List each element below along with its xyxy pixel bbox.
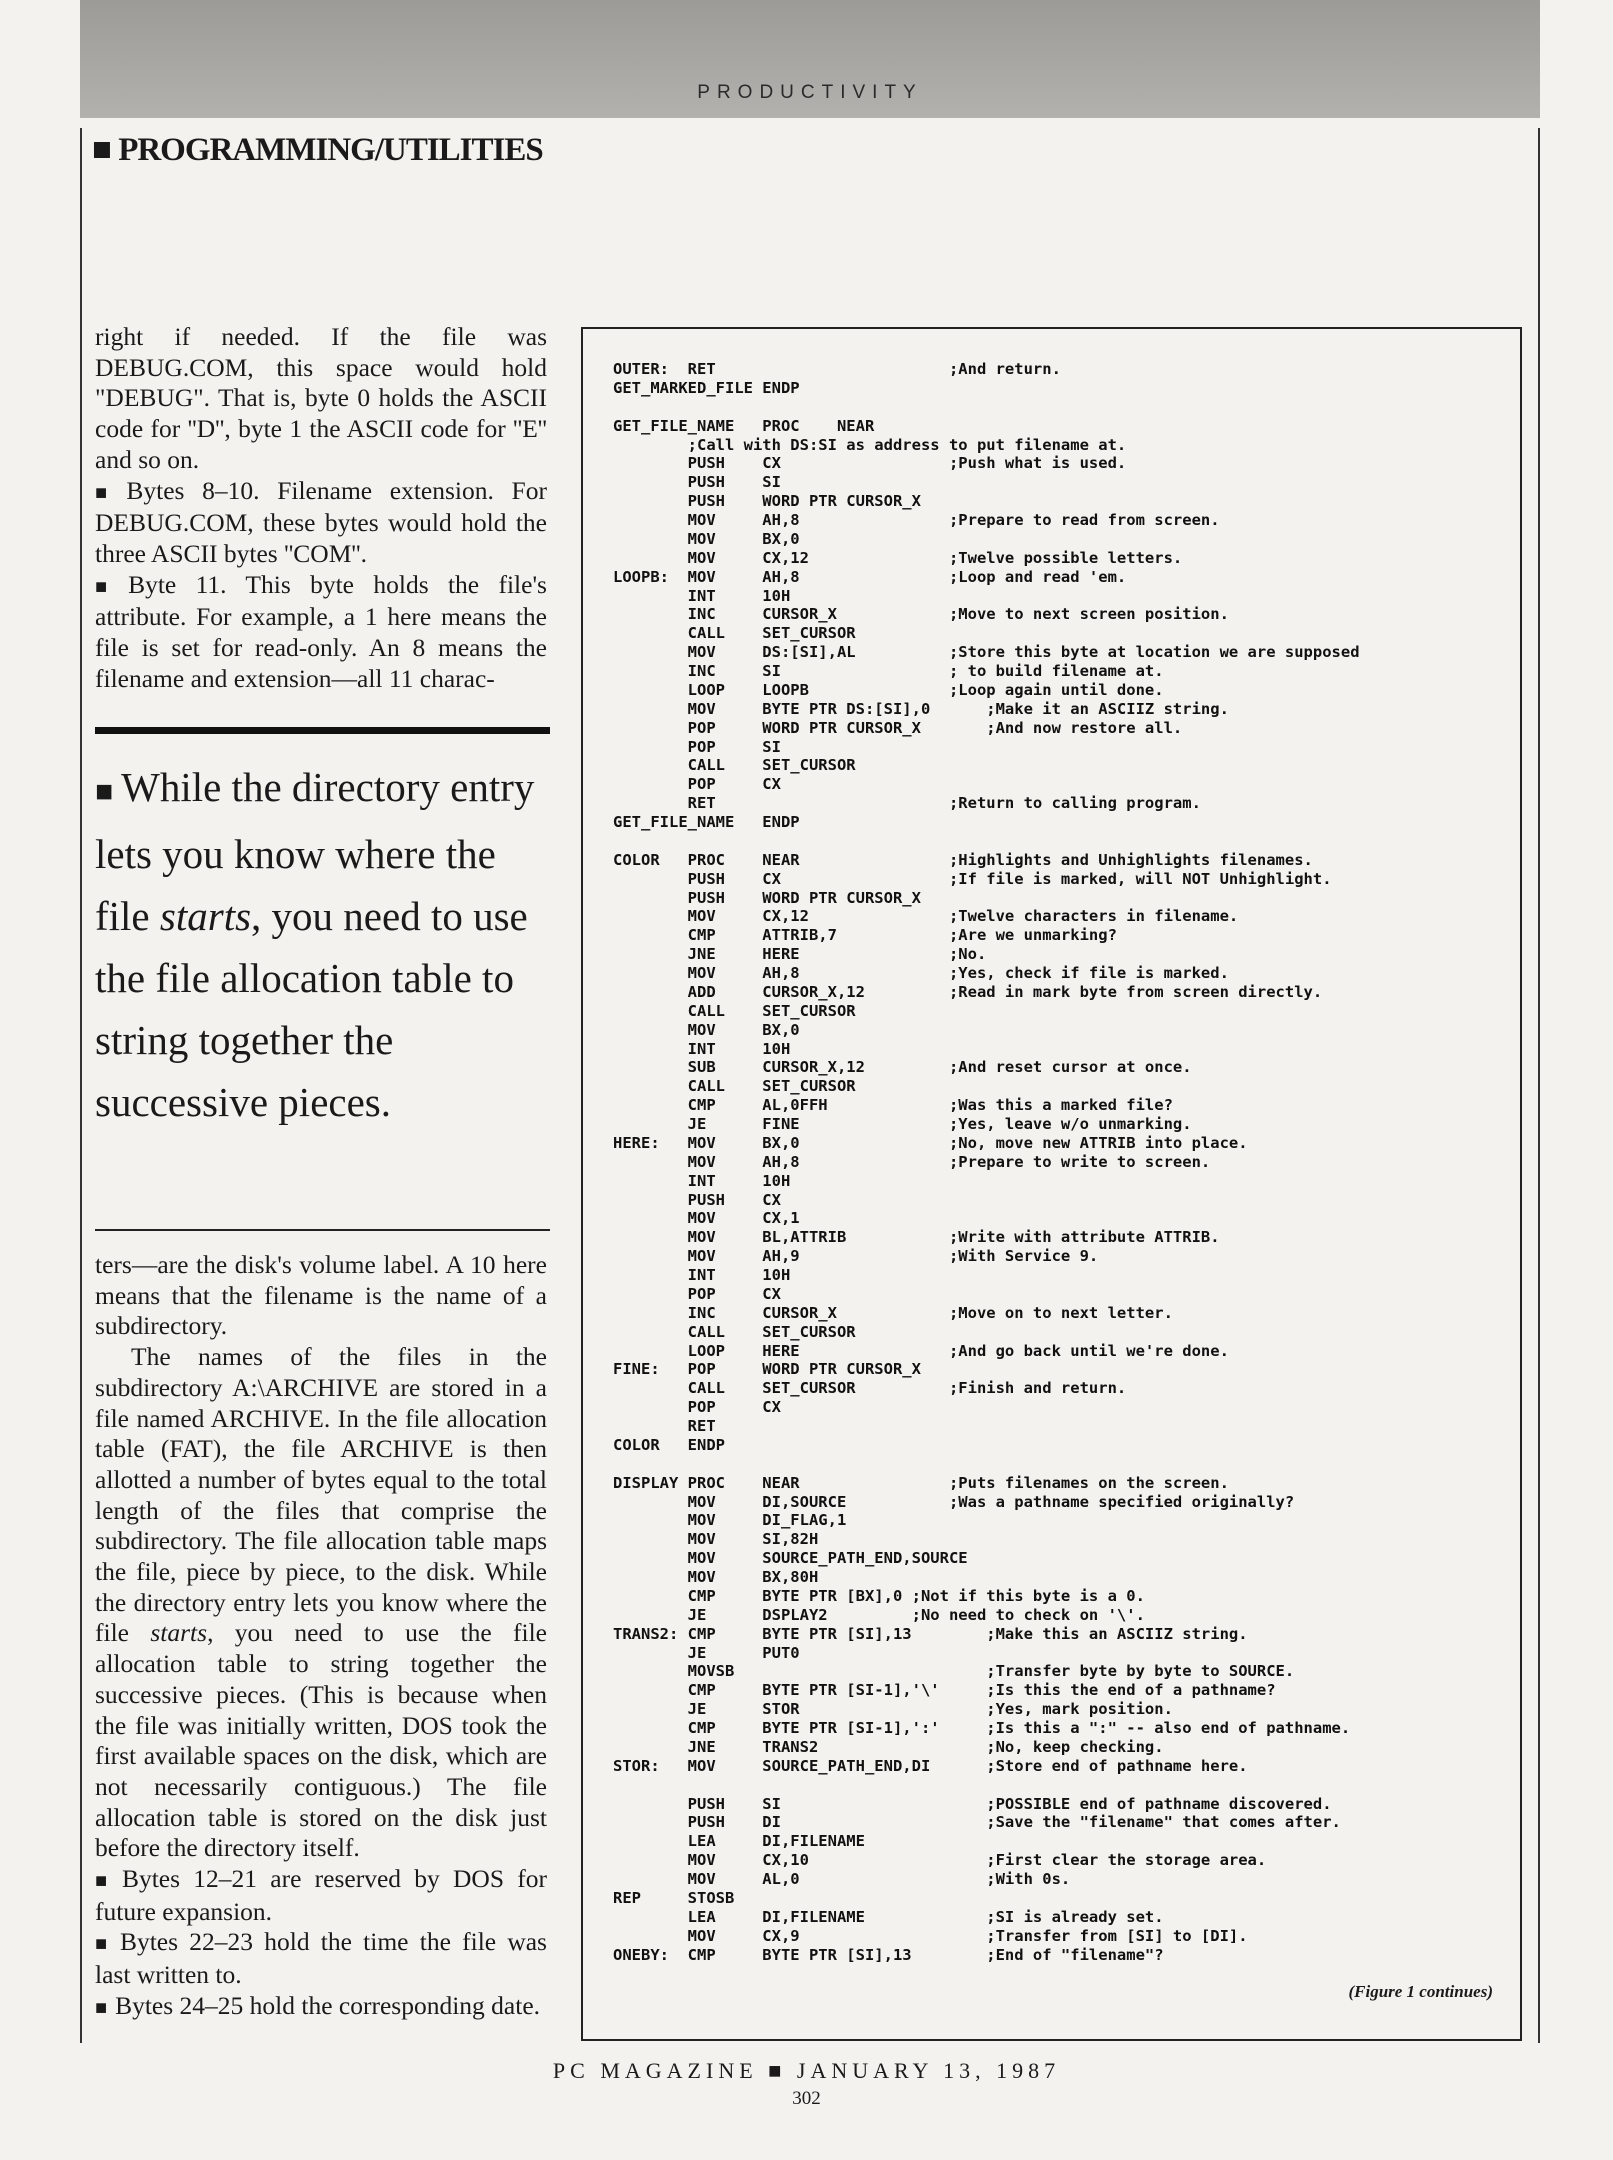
magazine-footer: PC MAGAZINE ■ JANUARY 13, 1987 — [552, 2058, 1061, 2083]
pull-quote-rule-bottom — [95, 1229, 550, 1231]
article-paragraph: ■ Bytes 12–21 are reserved by DOS for future expansion. — [95, 1864, 547, 1926]
article-paragraph: ■ Bytes 8–10. Filename extension. For DEBUG.COM, these bytes would hold the three ASCII bytes ''COM''. — [95, 475, 547, 568]
category-heading — [92, 132, 543, 169]
bullet-icon: ■ — [95, 481, 119, 504]
article-paragraph: right if needed. If the file was DEBUG.COM, this space would hold "DEBUG". That is, byte 0 holds the ASCII code for ''D'', byte 1 the ASCII code for ''E'' and so on. — [95, 322, 547, 474]
bullet-icon: ■ — [95, 575, 121, 598]
article-paragraph: ters—are the disk's volume label. A 10 here means that the filename is the name of a subdirectory. — [95, 1250, 547, 1341]
article-column-top — [95, 322, 547, 694]
code-listing: OUTER: RET ;And return. GET_MARKED_FILE ENDP GET_FILE_NAME PROC NEAR ;Call with DS:SI as address to put filename at. PUSH CX ;Push what is used. PUSH SI PUSH WORD PTR CURSOR_X MOV AH,8 ;Prepare to read from screen. MOV BX,0 MOV CX,12 ;Twelve possible letters. LOOPB: MOV AH,8 ;Loop and read 'em. INT 10H INC CURSOR_X ;Move to next screen position. CALL SET_CURSOR MOV DS:[SI],AL ;Store this byte at location we are supposed INC SI ; to build filename at. LOOP LOOPB ;Loop again until done. MOV BYTE PTR DS:[SI],0 ;Make it an ASCIIZ string. POP WORD PTR CURSOR_X ;And now restore all. POP SI CALL SET_CURSOR POP CX RET ;Return to calling program. GET_FILE_NAME ENDP COLOR PROC NEAR ;Highlights and Unhighlights filenames. PUSH CX ;If file is marked, will NOT Unhighlight. PUSH WORD PTR CURSOR_X MOV CX,12 ;Twelve characters in filename. CMP ATTRIB,7 ;Are we unmarking? JNE HERE ;No. MOV AH,8 ;Yes, check if file is marked. ADD CURSOR_X,12 ;Read in mark byte from screen directly. CALL SET_CURSOR MOV BX,0 INT 10H SUB CURSOR_X,12 ;And reset cursor at once. CALL SET_CURSOR CMP AL,0FFH ;Was this a marked file? JE FINE ;Yes, leave w/o unmarking. HERE: MOV BX,0 ;No, move new ATTRIB into place. MOV AH,8 ;Prepare to write to screen. INT 10H PUSH CX MOV CX,1 MOV BL,ATTRIB ;Write with attribute ATTRIB. MOV AH,9 ;With Service 9. INT 10H POP CX INC CURSOR_X ;Move on to next letter. CALL SET_CURSOR LOOP HERE ;And go back until we're done. FINE: POP WORD PTR CURSOR_X CALL SET_CURSOR ;Finish and return. POP CX RET COLOR ENDP DISPLAY PROC NEAR ;Puts filenames on the screen. MOV DI,SOURCE ;Was a pathname specified originally? MOV DI_FLAG,1 MOV SI,82H MOV SOURCE_PATH_END,SOURCE MOV BX,80H CMP BYTE PTR [BX],0 ;Not if this byte is a 0. JE DSPLAY2 ;No need to check on '\'. TRANS2: CMP BYTE PTR [SI],13 ;Make this an ASCIIZ string. JE PUT0 MOVSB ;Transfer byte by byte to SOURCE. CMP BYTE PTR [SI-1],'\' ;Is this the end of a pathname? JE STOR ;Yes, mark position. CMP BYTE PTR [SI-1],':' ;Is this a ":" -- also end of pathname. JNE TRANS2 ;No, keep checking. STOR: MOV SOURCE_PATH_END,DI ;Store end of pathname here. PUSH SI ;POSSIBLE end of pathname discovered. PUSH DI ;Save the "filename" that comes after. LEA DI,FILENAME MOV CX,10 ;First clear the storage area. MOV AL,0 ;With 0s. REP STOSB LEA DI,FILENAME ;SI is already set. MOV CX,9 ;Transfer from [SI] to [DI]. ONEBY: CMP BYTE PTR [SI],13 ;End of "filename"? — [613, 360, 1360, 1964]
article-column-bottom — [95, 1250, 547, 2024]
article-paragraph: ■ Bytes 24–25 hold the corresponding date. — [95, 1990, 541, 2020]
left-divider — [80, 128, 82, 2043]
bullet-icon: ■ — [95, 1996, 108, 2019]
bullet-icon: ■ — [95, 1933, 112, 1956]
heading-bullet-icon: ■ — [92, 132, 111, 168]
pull-quote-rule-top — [95, 727, 550, 734]
article-paragraph: ■ Byte 11. This byte holds the file's attribute. For example, a 1 here means the file is set for read-only. An 8 means the filename and extension—all 11 charac- — [95, 569, 547, 693]
article-paragraph: The names of the files in the subdirectory A:\ARCHIVE are stored in a file named ARCHIVE. In the file allocation table (FAT), the file ARCHIVE is then allotted a number of bytes equal to the total length of the files that comprise the subdirectory. The file allocation table maps the file, piece by piece, to the disk. While the directory entry lets you know where the file starts, you need to use the file allocation table to string together the successive pieces. (This is because when the file was initially written, DOS took the first available spaces on the disk, which are not necessarily contiguous.) The file allocation table is stored on the disk just before the directory itself. — [95, 1342, 547, 1863]
page-number: 302 — [792, 2088, 821, 2109]
right-divider — [1538, 128, 1540, 2043]
bullet-icon: ■ — [95, 1870, 114, 1893]
pull-quote: ■ While the directory entry lets you know where the file starts, you need to use the file allocation table to string together the successive pieces. — [95, 764, 535, 1125]
article-paragraph: ■ Bytes 22–23 hold the time the file was last written to. — [95, 1927, 547, 1990]
figure-continues-note: (Figure 1 continues) — [1348, 1982, 1493, 2001]
section-label: PRODUCTIVITY — [697, 82, 923, 103]
bullet-icon: ■ — [95, 775, 114, 808]
category-title: PROGRAMMING/UTILITIES — [118, 132, 543, 168]
